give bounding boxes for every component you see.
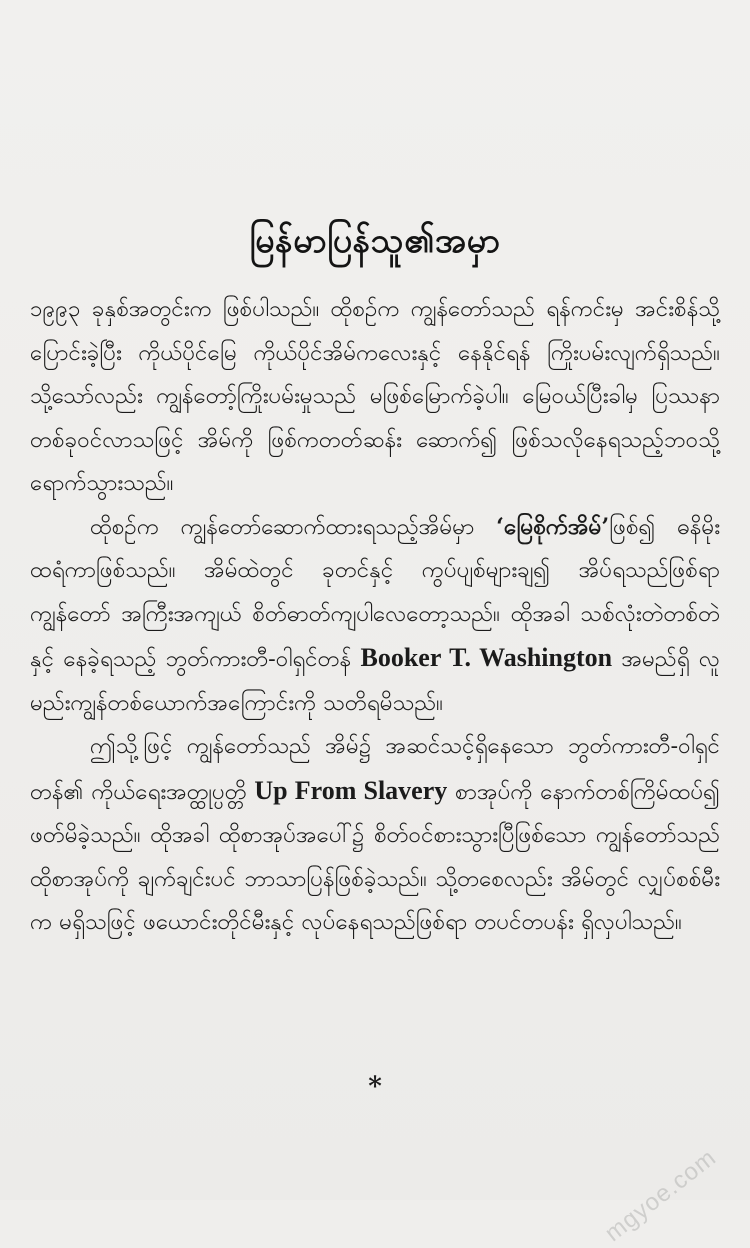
paragraph-2-text-start: ထိုစဉ်က ကျွန်တော်ဆောက်ထားရသည့်အိမ်မှာ bbox=[90, 513, 497, 540]
page-title: မြန်မာပြန်သူ၏အမှာ bbox=[249, 221, 501, 261]
paragraph-2-text-end: အမည်ရှိ လူမည်းကျွန်တစ်ယောက်အကြောင်းကို သတိရမိသည်။ bbox=[30, 646, 720, 716]
english-name: Booker T. Washington bbox=[360, 643, 613, 672]
section-end-mark: * bbox=[368, 1072, 382, 1102]
paragraph-2 bbox=[30, 506, 720, 726]
watermark: mgyoe.com bbox=[599, 1143, 722, 1248]
paragraph-1 bbox=[30, 288, 720, 506]
paragraph-2-text-middle: ဖြစ်၍ ဓနိမိုးထရံကာဖြစ်သည်။ အိမ်ထဲတွင် ခုတင်နှင့် ကွပ်ပျစ်များချ၍ အိပ်ရသည်ဖြစ်ရာ ကျွန်တော် အကြီးအကျယ် စိတ်ဓာတ်ကျပါလေတော့သည်။ ထိုအခါ သစ်လုံးတဲတစ်တဲနှင့် နေခဲ့ရသည့် ဘွတ်ကားတီ-ဝါရှင်တန် bbox=[30, 513, 720, 672]
paragraph-3-text-start: ဤသို့ဖြင့် ကျွန်တော်သည် အိမ်၌ အဆင်သင့်ရှိနေသော ဘွတ်ကားတီ-ဝါရှင်တန်၏ ကိုယ်ရေးအတ္ထုပ္ပတ္တိ bbox=[30, 733, 720, 805]
highlighted-phrase: ‘မြေစိုက်အိမ်’ bbox=[496, 513, 610, 540]
paragraph-1-text: ၁၉၉၃ ခုနှစ်အတွင်းက ဖြစ်ပါသည်။ ထိုစဉ်က ကျွန်တော်သည် ရန်ကင်းမှ အင်းစိန်သို့ ပြောင်းခဲ့ပြီး ကိုယ်ပိုင်မြေ ကိုယ်ပိုင်အိမ်ကလေးနှင့် နေနိုင်ရန် ကြိုးပမ်းလျက်ရှိသည်။ သို့သော်လည်း ကျွန်တော့်ကြိုးပမ်းမှုသည် မဖြစ်မြောက်ခဲ့ပါ။ မြေဝယ်ပြီးခါမှ ပြဿနာတစ်ခုဝင်လာသဖြင့် အိမ်ကို ဖြစ်ကတတ်ဆန်း ဆောက်၍ ဖြစ်သလိုနေရသည့်ဘဝသို့ ရောက်သွားသည်။ bbox=[30, 296, 720, 496]
paragraph-3-text-end: စာအုပ်ကို နောက်တစ်ကြိမ်ထပ်၍ ဖတ်မိခဲ့သည်။ ထိုအခါ ထိုစာအုပ်အပေါ်၌ စိတ်ဝင်စားသွားပြီဖြစ်သော ကျွန်တော်သည် ထိုစာအုပ်ကို ချက်ချင်းပင် ဘာသာပြန်ဖြစ်ခဲ့သည်။ သို့တစေလည်း အိမ်တွင် လျှပ်စစ်မီးက မရှိသဖြင့် ဖယောင်းတိုင်မီးနှင့် လုပ်နေရသည်ဖြစ်ရာ တပင်တပန်း ရှိလှပါသည်။ bbox=[30, 778, 720, 935]
body-text bbox=[30, 288, 720, 945]
paragraph-3 bbox=[30, 725, 720, 945]
english-book-title: Up From Slavery bbox=[254, 775, 448, 805]
